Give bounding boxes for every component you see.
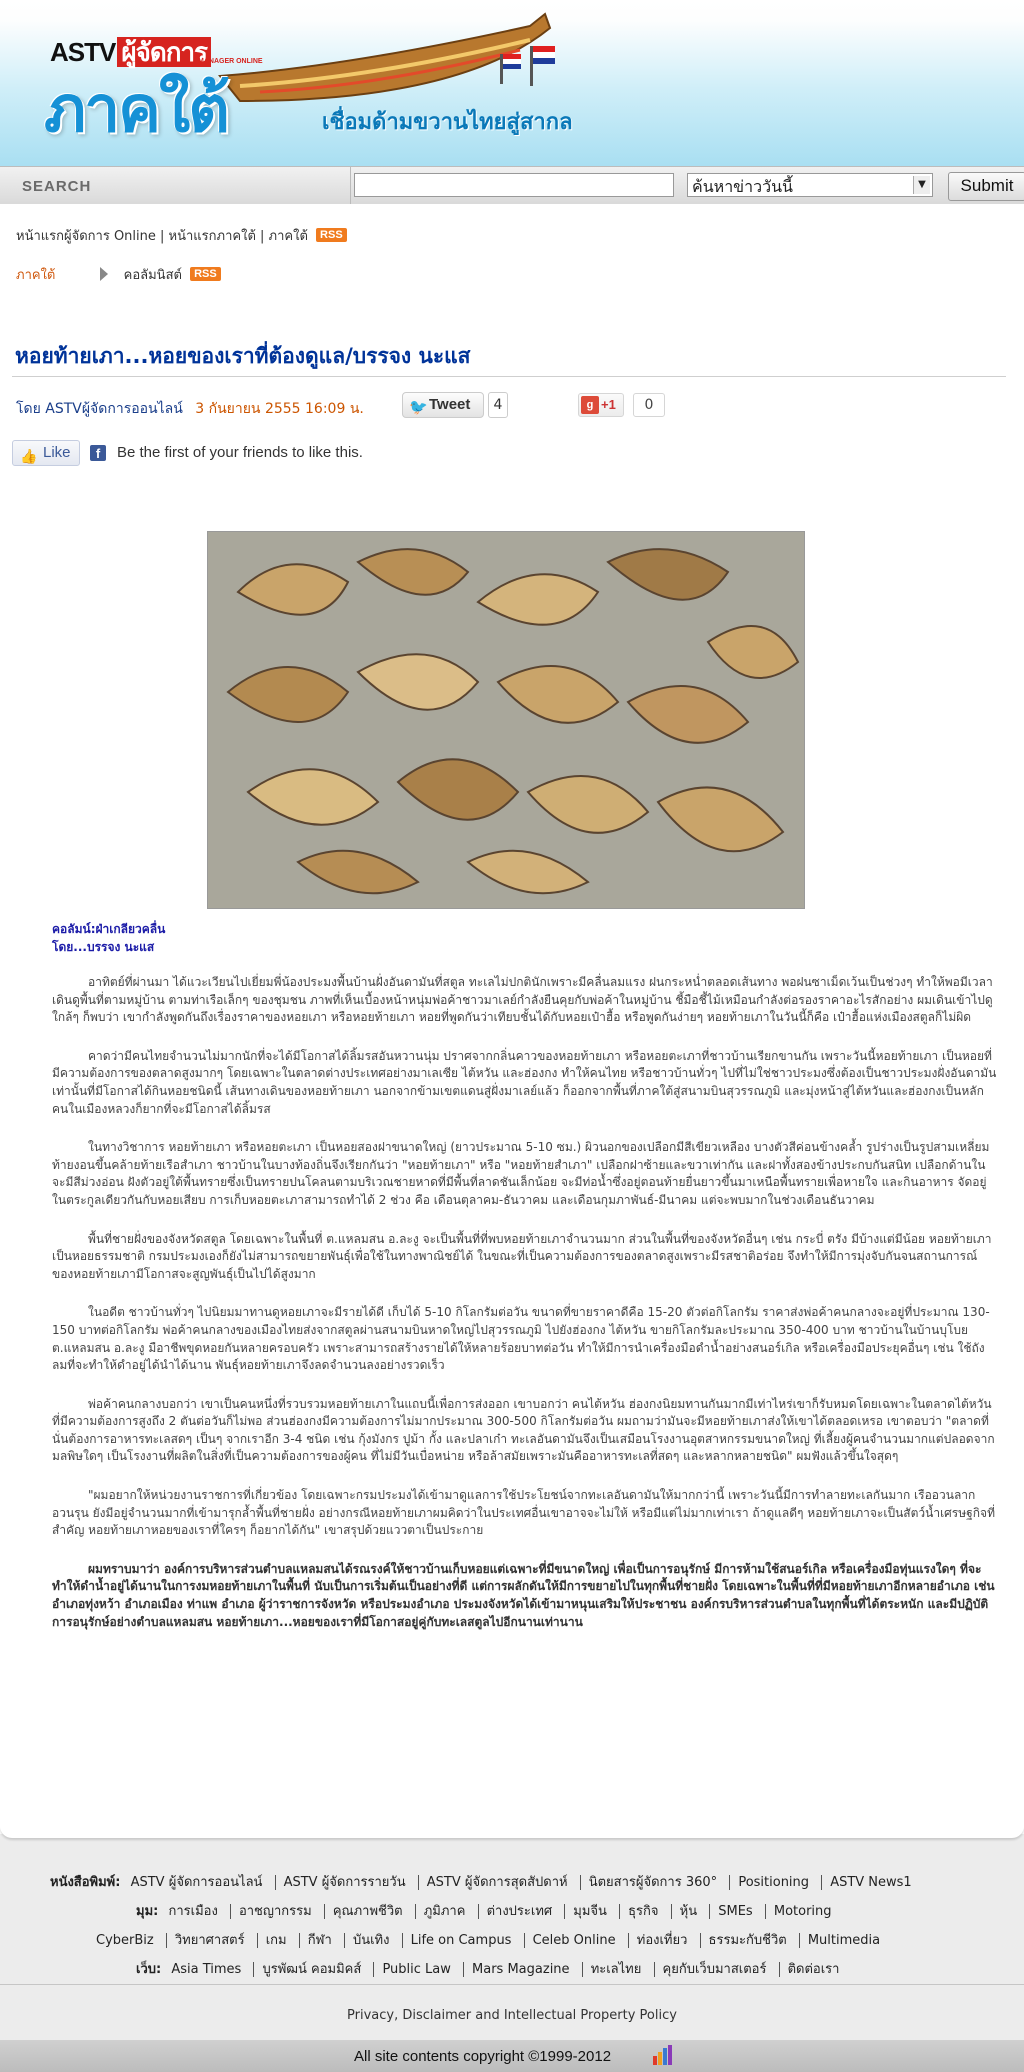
footer-link[interactable]: มุมจีน — [564, 1904, 615, 1919]
footer-label-websites: เว็บ: — [136, 1962, 162, 1977]
paragraph: คาดว่ามีคนไทยจำนวนไม่มากนักที่จะได้มีโอกาสได้ลิ้มรสอันหวานนุ่ม ปราศจากกลิ่นคาวของหอยท้ายเภา หรือหอยตะเภาที่ชาวบ้านเรียกขานกัน เพราะวันนี้หอยท้ายเภา เป็นหอยที่มีความต้องการของตลาดสูงมากๆ โดยเฉพาะในตลาดต่างประเทศอย่างมาเลเซีย ไต้หวัน และฮ่องกง ทำให้คนไทย หรือชาวบ้านทั่วๆ ไปที่ไม่ใช่ชาวประมงซึ่งต้องเป็นชาวประมงฝั่งอันดามันเท่านั้นที่มีโอกาสได้กินหอยชนิดนี้ เส้นทางเดินของหอยท้ายเภา นอกจากข้ามเขตแดนสู่ฝั่งมาเลย์แล้ว ก็ออกจากพื้นที่ภาคใต้สู่สนามบินสุวรรณภูมิ และมุ่งหน้าสู่ไต้หวันและฮ่องกงเป็นหลัก คนในเมืองหลวงก็ยากที่จะมีโอกาสได้ลิ้มรส — [52, 1048, 997, 1116]
footer-link[interactable]: บูรพัฒน์ คอมมิคส์ — [253, 1962, 369, 1977]
main-content-panel-bottom — [0, 1826, 1024, 1838]
brand-astv: ASTV — [50, 37, 116, 67]
footer-link[interactable]: ASTV ผู้จัดการสุดสัปดาห์ — [418, 1875, 576, 1890]
search-label: SEARCH — [22, 178, 92, 195]
site-name: ภาคใต้ — [44, 73, 228, 147]
header-banner — [0, 0, 1024, 166]
footer-link[interactable]: วิทยาศาสตร์ — [166, 1933, 253, 1948]
footer-label-sections: มุม: — [136, 1904, 159, 1919]
footer-link[interactable]: ติดต่อเรา — [779, 1962, 848, 1977]
facebook-icon: f — [90, 445, 106, 461]
google-plus-label: +1 — [601, 397, 616, 412]
footer-link[interactable]: อาชญากรรม — [230, 1904, 320, 1919]
top-navigation: หน้าแรกผู้จัดการ Online | หน้าแรกภาคใต้ | ภาคใต้ RSS — [16, 225, 347, 246]
footer-row-sections — [136, 1903, 840, 1921]
footer-link[interactable]: ASTV ผู้จัดการรายวัน — [275, 1875, 414, 1890]
footer-link[interactable]: การเมือง — [168, 1904, 218, 1919]
caption-column: คอลัมน์:ฝ่าเกลียวคลื่น — [52, 922, 166, 936]
footer-link[interactable]: ธรรมะกับชีวิต — [700, 1933, 795, 1948]
rss-badge[interactable]: RSS — [316, 228, 347, 242]
footer-link[interactable]: เกม — [257, 1933, 295, 1948]
footer-divider — [0, 1984, 1024, 1985]
paragraph: "ผมอยากให้หน่วยงานราชการที่เกี่ยวข้อง โดยเฉพาะกรมประมงได้เข้ามาดูแลการใช้ประโยชน์จากทะเลอันดามันให้มากกว่านี้ เพราะวันนี้มีการทำลายทะเลกันมาก เรืออวนลาก อวนรุน ยังมีอยู่จำนวนมากที่เข้ามารุกล้ำพื้นที่ชายฝั่ง อย่างกรณีหอยท้ายเภาผมคิดว่าในประเทศอื่นเขาอาจจะไม่ให้ หรือมีแต่ไม่มากเท่าเรา ถ้าดูแลดีๆ หอยท้ายเภาจะเป็นสัตว์น้ำเศรษฐกิจที่สำคัญ หอยท้ายเภาหอยของเราที่ใครๆ ก็อยากได้กัน" เขาสรุปด้วยแววตาเป็นประกาย — [52, 1488, 995, 1538]
google-plus-icon: g — [581, 396, 599, 414]
article-title: หอยท้ายเภา...หอยของเราที่ต้องดูแล/บรรจง นะแส — [15, 344, 471, 368]
privacy-policy-link[interactable]: Privacy, Disclaimer and Intellectual Property Policy — [347, 2008, 677, 2023]
facebook-social-text: Be the first of your friends to like this. — [117, 444, 363, 461]
search-scope-select[interactable] — [687, 173, 933, 197]
paragraph: อาทิตย์ที่ผ่านมา ได้แวะเวียนไปเยี่ยมพี่น้องประมงพื้นบ้านฝั่งอันดามันที่สตูล ทะเลไม่ปกตินักเพราะมีคลื่นลมแรง ฝนกระหน่ำตลอดเส้นทาง พอฝนซาเม็ดเว้นเป็นช่วงๆ ทำให้พอมีเวลาเดินดูพื้นที่ตามหมู่บ้าน ตามท่าเรือเล็กๆ ของชุมชน ภาพที่เห็นเบื้องหน้าหนุ่มพ่อค้าชาวมาเลย์กำลังยืนคุยกับพ่อค้าในหมู่บ้าน ชี้มือชี้ไม้เหมือนกำลังต่อรองราคาอะไรสักอย่าง ผมเดินเข้าไปดูใกล้ๆ ก็พบว่า เขากำลังพูดกันถึงเรื่องราคาของหอยเภา หรือหอยท้ายเภา หอยที่พูดกันว่าเทียบชั้นได้กับหอยเป๋าฮื้อ หรือพูดกันง่ายๆ หอยท้ายเภาในวันนี้ก็คือ เป๋าฮื้อแห่งเมืองสตูลก็ไม่ผิด — [52, 975, 993, 1025]
thumbs-up-icon: 👍 — [20, 448, 38, 464]
paragraph: พื้นที่ชายฝั่งของจังหวัดสตูล โดยเฉพาะในพื้นที่ ต.แหลมสน อ.ละงู จะเป็นพื้นที่ที่พบหอยท้ายเภาจำนวนมาก ส่วนในพื้นที่ของจังหวัดอื่นๆ เช่น กระบี่ ตรัง มีบ้างแต่มีน้อย หอยท้ายเภาเป็นหอยธรรมชาติ กรมประมงเองก็ยังไม่สามารถขยายพันธุ์เพื่อใช้ในทางพาณิชย์ได้ ในขณะที่เป็นความต้องการของตลาดสูงเพราะมีรสชาติอร่อย จึงทำให้มีการมุ่งจับกันจนสถานการณ์ของหอยท้ายเภามีโอกาสจะสูญพันธุ์เป็นไปได้สูงมาก — [52, 1231, 992, 1281]
tweet-count: 4 — [488, 392, 508, 418]
paragraph: ในทางวิชาการ หอยท้ายเภา หรือหอยตะเภา เป็นหอยสองฝาขนาดใหญ่ (ยาวประมาณ 5-10 ซม.) ผิวนอกของเปลือกมีสีเขียวเหลือง บางตัวสีค่อนข้างคล้ำ รูปร่างเป็นรูปสามเหลี่ยมท้ายงอนขึ้นคล้ายท้ายเรือสำเภา ชาวบ้านในบางท้องถิ่นจึงเรียกกันว่า "หอยท้ายเภา" หรือ "หอยท้ายสำเภา" เปลือกฝาซ้ายและขวาเท่ากัน และฝาทั้งสองข้างประกบกันสนิท เปลือกด้านในจะมีสีม่วงอ่อน ฝังตัวอยู่ใต้พื้นทรายซึ่งเป็นทรายปนโคลนตามบริเวณชายหาดที่มีพื้นที่ลาดชันเล็กน้อย จะมีท่อน้ำซึ่งอยู่ตอนท้ายยื่นยาวขึ้นมาเหนือพื้นทรายเพื่อหายใจ และกินอาหาร จัดอยู่ในตระกูลเดียวกันกับหอยเสียบ การเก็บหอยตะเภาสามารถทำได้ 2 ช่วง คือ เดือนตุลาคม-ธันวาคม และเดือนกุมภาพันธ์-มีนาคม แต่จะพบมากในช่วงเดือนธันวาคม — [52, 1140, 990, 1207]
brand-sub: MANAGER ONLINE — [198, 58, 263, 65]
search-bar — [0, 166, 1024, 206]
footer-link[interactable]: นิตยสารผู้จัดการ 360° — [580, 1875, 725, 1890]
search-scope-value: ค้นหาข่าววันนี้ — [692, 177, 793, 196]
breadcrumb-category[interactable]: ภาคใต้ — [16, 268, 56, 283]
footer-link[interactable]: บันเทิง — [344, 1933, 398, 1948]
search-divider — [350, 167, 351, 205]
footer-link[interactable]: Multimedia — [799, 1933, 888, 1948]
footer-link[interactable]: Asia Times — [171, 1962, 242, 1977]
paragraph: พ่อค้าคนกลางบอกว่า เขาเป็นคนหนึ่งที่รวบรวมหอยท้ายเภาในแถบนี้เพื่อการส่งออก เขาบอกว่า คนไต้หวัน ฮ่องกงนิยมทานกันมากมีเท่าไหร่เขาก็รับหมดโดยเฉพาะในตลาดไต้หวันที่มีความต้องการสูงถึง 2 ตันต่อวันก็ไม่พอ ส่วนฮ่องกงมีความต้องการไม่มากประมาณ 300-500 กิโลกรัมต่อวัน ผมถามว่ามันจะมีหอยท้ายเภาส่งให้เขาได้ตลอดเหรอ เขาตอบว่า "ตลาดที่นั่นต้องการอาหารทะเลสดๆ เป็นๆ จากเราอีก 3-4 ชนิด เช่น กุ้งมังกร ปูม้า กั้ง และปลาเก๋า ทะเลอันดามันจึงเป็นเสมือนโรงงานอุตสาหกรรมขนาดใหญ่ ที่เลี้ยงผู้คนจำนวนมากแต่ปลอดจากมลพิษใดๆ เป็นโรงงานที่ผลิตในสิ่งที่เป็นความต้องการของผู้คน ที่ไม่มีวันเบื่อหน่าย หรือล้าสมัยเพราะมันคืออาหารทะเลที่สดๆ และหลากหลายชนิด" ผมฟังแล้วขึ้นใจสุดๆ — [52, 1396, 995, 1464]
nav-link-manager-home[interactable]: หน้าแรกผู้จัดการ Online — [16, 229, 156, 244]
footer-link[interactable]: Motoring — [765, 1904, 840, 1919]
footer-link[interactable]: คุณภาพชีวิต — [324, 1904, 411, 1919]
breadcrumb — [16, 264, 221, 285]
footer-label-newspapers: หนังสือพิมพ์: — [50, 1875, 121, 1890]
footer-link[interactable]: ASTV News1 — [821, 1875, 920, 1890]
caption-author: โดย...บรรจง นะแส — [52, 940, 155, 954]
footer-link[interactable]: ASTV ผู้จัดการออนไลน์ — [130, 1875, 263, 1890]
tweet-button[interactable] — [402, 392, 484, 418]
footer-link[interactable]: คุยกับเว็บมาสเตอร์ — [654, 1962, 775, 1977]
paragraph: ผมทราบมาว่า องค์การบริหารส่วนตำบลแหลมสนได้รณรงค์ให้ชาวบ้านเก็บหอยแต่เฉพาะที่มีขนาดใหญ่ เพื่อเป็นการอนุรักษ์ มีการห้ามใช้สนอร์เกิล หรือเครื่องมือทุ่นแรงใดๆ ที่จะทำให้ดำน้ำอยู่ได้นานในการงมหอยท้ายเภาในพื้นที่ นับเป็นการเริ่มต้นเป็นอย่างที่ดี แต่การผลักดันให้มีการขยายไปในทุกพื้นที่ชายฝั่ง โดยเฉพาะในพื้นที่ที่มีหอยท้ายเภาอีกหลายอำเภอ เช่น อำเภอทุ่งหว้า อำเภอเมือง ท่าแพ อำเภอ ผู้ว่าราชการจังหวัด หรือประมงอำเภอ ประมงจังหวัดได้เข้ามาหนุนเสริมให้ประชาชน องค์กรบริหารส่วนตำบลในทุกพื้นที่ได้ตระหนัก และมีปฏิบัติการอนุรักษ์อย่างตำบลแหลมสน หอยท้ายเภา...หอยของเราที่มีโอกาสอยู่คู่กับทะเลสตูลไปอีกนานเท่านาน — [52, 1561, 995, 1629]
stats-logo-icon — [652, 2044, 674, 2066]
search-input[interactable] — [354, 173, 674, 197]
breadcrumb-arrow-icon — [100, 267, 108, 281]
photo-caption — [52, 920, 165, 956]
footer-row-websites — [136, 1961, 847, 1979]
footer-row-sections-2 — [90, 1932, 888, 1950]
footer-link[interactable]: หุ้น — [671, 1904, 705, 1919]
footer-link[interactable]: ภูมิภาค — [415, 1904, 474, 1919]
copyright-text: All site contents copyright ©1999-2012 — [354, 2048, 612, 2065]
footer-link[interactable]: กีฬา — [299, 1933, 340, 1948]
footer-link[interactable]: Celeb Online — [524, 1933, 624, 1948]
title-divider — [12, 376, 1006, 377]
google-plus-button[interactable] — [578, 393, 624, 417]
footer-link[interactable]: ท่องเที่ยว — [628, 1933, 696, 1948]
brand-manager: ผู้จัดการ — [117, 37, 211, 67]
footer-link[interactable]: SMEs — [709, 1904, 760, 1919]
article-author: โดย ASTVผู้จัดการออนไลน์ — [16, 401, 183, 417]
rss-badge-column[interactable]: RSS — [190, 267, 221, 281]
search-submit-button[interactable]: Submit — [948, 172, 1024, 201]
footer-link[interactable]: Public Law — [373, 1962, 458, 1977]
breadcrumb-column[interactable]: คอลัมนิสต์ — [123, 268, 182, 283]
site-tagline: เชื่อมด้ามขวานไทยสู่สากล — [322, 110, 573, 135]
chevron-down-icon[interactable]: ▼ — [913, 176, 930, 194]
footer-link[interactable]: Life on Campus — [402, 1933, 520, 1948]
tweet-label: Tweet — [429, 396, 471, 413]
footer-link[interactable]: CyberBiz — [96, 1933, 154, 1948]
footer-link[interactable]: ทะเลไทย — [582, 1962, 650, 1977]
paragraph: ในอดีต ชาวบ้านทั่วๆ ไปนิยมมาทานดูหอยเภาจะมีรายได้ดี เก็บได้ 5-10 กิโลกรัมต่อวัน ขนาดที่ขายราคาดีคือ 15-20 ตัวต่อกิโลกรัม ราคาส่งพ่อค้าคนกลางจะอยู่ที่ประมาณ 130-150 บาทต่อกิโลกรัม พ่อค้าคนกลางของเมืองไทยส่งจากสตูลผ่านสนามบินหาดใหญ่ไปสุวรรณภูมิ ไปยังฮ่องกง ไต้หวัน ขายกิโลกรัมละประมาณ 350-400 บาท ชาวบ้านในบ้านบุโบย ต.แหลมสน อ.ละงู มือาชีพขุดหอยกันหลายครอบครัว เพราะสามารถสร้างรายได้ให้หลายร้อยบาทต่อวัน ทำให้มีการนำเครื่องมือดำน้ำอย่างสนอร์เกิล หรือเครื่องมือประยุคอื่นๆ เช่น ใช้ถังลมที่จะทำให้ดำอยู่ได้นำได้นาน พันธุ์หอยท้ายเภาจึงลดจำนวนลงอย่างรวดเร็ว — [52, 1305, 990, 1373]
article-date: 3 กันยายน 2555 16:09 น. — [195, 401, 364, 417]
footer-link[interactable]: Positioning — [729, 1875, 817, 1890]
nav-link-south-home[interactable]: หน้าแรกภาคใต้ — [168, 229, 256, 244]
article-byline — [16, 398, 364, 420]
facebook-like-button[interactable] — [12, 440, 80, 466]
twitter-bird-icon: 🐦 — [409, 399, 428, 416]
article-photo-clams — [207, 531, 805, 909]
google-plus-count: 0 — [633, 393, 665, 417]
article-body — [52, 974, 998, 1652]
footer-link[interactable]: ต่างประเทศ — [478, 1904, 561, 1919]
footer-link[interactable]: Mars Magazine — [463, 1962, 578, 1977]
footer-link[interactable]: ธุรกิจ — [619, 1904, 666, 1919]
facebook-like-label: Like — [43, 444, 71, 461]
clam-shells-illustration — [208, 532, 805, 909]
footer-row-newspapers — [50, 1874, 920, 1892]
nav-link-south[interactable]: ภาคใต้ — [268, 229, 308, 244]
